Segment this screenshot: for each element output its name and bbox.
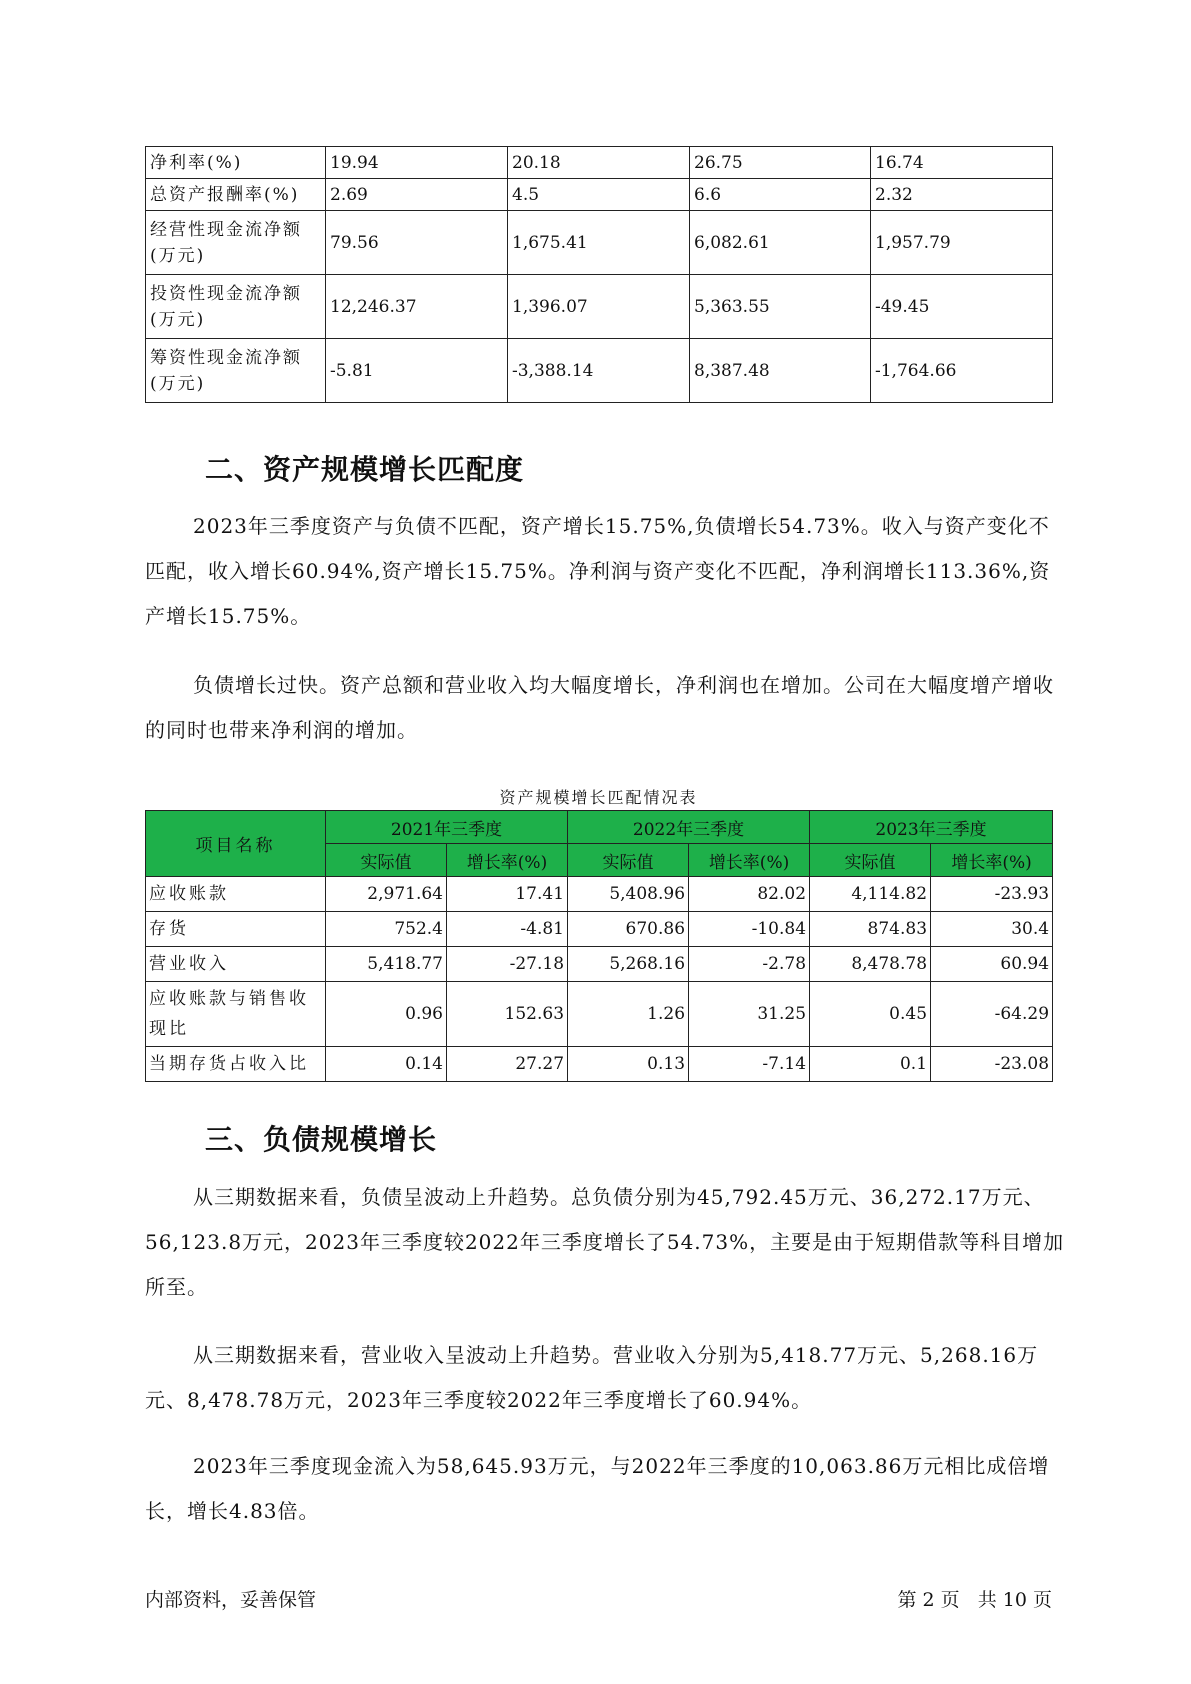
row-label: 投资性现金流净额(万元): [146, 275, 326, 339]
table-cell: 31.25: [689, 982, 810, 1047]
paragraph: 从三期数据来看，营业收入呈波动上升趋势。营业收入分别为5,418.77万元、5,268.16万元、8,478.78万元，2023年三季度较2022年三季度增长了60.94%。: [145, 1343, 1039, 1412]
paragraph: 负债增长过快。资产总额和营业收入均大幅度增长，净利润也在增加。公司在大幅度增产增收的同时也带来净利润的增加。: [145, 673, 1054, 742]
row-label: 应收账款: [146, 877, 326, 912]
table-row: [146, 1047, 1053, 1082]
table-cell: -3,388.14: [508, 339, 690, 403]
table-caption: 资产规模增长匹配情况表: [499, 788, 698, 807]
table-row: [146, 179, 1053, 211]
table-cell: 1,957.79: [871, 211, 1053, 275]
column-header: 实际值: [568, 844, 689, 877]
paragraph: 2023年三季度资产与负债不匹配，资产增长15.75%,负债增长54.73%。收入与资产变化不匹配，收入增长60.94%,资产增长15.75%。净利润与资产变化不匹配，净利润增长113.36%,资产增长15.75%。: [145, 514, 1051, 628]
table-cell: 0.45: [810, 982, 931, 1047]
table-cell: 20.18: [508, 147, 690, 179]
paragraph: 2023年三季度现金流入为58,645.93万元，与2022年三季度的10,063.86万元相比成倍增长，增长4.83倍。: [145, 1454, 1050, 1523]
table-cell: 6.6: [690, 179, 871, 211]
table-row: [146, 147, 1053, 179]
table-cell: 0.13: [568, 1047, 689, 1082]
table-cell: -1,764.66: [871, 339, 1053, 403]
row-label: 总资产报酬率(%): [146, 179, 326, 211]
table-cell: 8,387.48: [690, 339, 871, 403]
column-header: 2021年三季度: [326, 811, 568, 844]
table-cell: 2,971.64: [326, 877, 447, 912]
table-cell: 1,396.07: [508, 275, 690, 339]
table-cell: 0.1: [810, 1047, 931, 1082]
asset-growth-table: [145, 810, 1053, 1082]
table-row: [146, 877, 1053, 912]
table-cell: 5,408.96: [568, 877, 689, 912]
table-cell: -23.08: [931, 1047, 1053, 1082]
footer-confidential-note: 内部资料，妥善保管: [145, 1589, 317, 1611]
table-cell: 19.94: [326, 147, 508, 179]
table-cell: 0.14: [326, 1047, 447, 1082]
table-cell: 82.02: [689, 877, 810, 912]
table-cell: 60.94: [931, 947, 1053, 982]
section-heading-asset-growth: 二、资产规模增长匹配度: [205, 453, 525, 486]
row-label: 筹资性现金流净额(万元): [146, 339, 326, 403]
table-cell: -23.93: [931, 877, 1053, 912]
table-cell: 4.5: [508, 179, 690, 211]
table-cell: -10.84: [689, 912, 810, 947]
table-cell: 152.63: [447, 982, 568, 1047]
table-cell: 17.41: [447, 877, 568, 912]
table-cell: 1.26: [568, 982, 689, 1047]
row-label: 应收账款与销售收现比: [146, 982, 326, 1047]
table-cell: 2.69: [326, 179, 508, 211]
section-heading-liability-growth: 三、负债规模增长: [205, 1123, 438, 1156]
table-row: [146, 339, 1053, 403]
table-cell: 5,418.77: [326, 947, 447, 982]
row-label: 当期存货占收入比: [146, 1047, 326, 1082]
table-cell: 26.75: [690, 147, 871, 179]
table-cell: 0.96: [326, 982, 447, 1047]
footer-page-number: 第 2 页 共 10 页: [897, 1589, 1052, 1611]
column-header: 实际值: [810, 844, 931, 877]
table-row: [146, 947, 1053, 982]
table-cell: 5,268.16: [568, 947, 689, 982]
table-cell: 30.4: [931, 912, 1053, 947]
column-header: 2022年三季度: [568, 811, 810, 844]
table-cell: -7.14: [689, 1047, 810, 1082]
table-cell: 670.86: [568, 912, 689, 947]
row-label: 存货: [146, 912, 326, 947]
table-cell: 6,082.61: [690, 211, 871, 275]
table-row: [146, 211, 1053, 275]
table-cell: -49.45: [871, 275, 1053, 339]
table-cell: 5,363.55: [690, 275, 871, 339]
table-cell: 2.32: [871, 179, 1053, 211]
column-header: 增长率(%): [447, 844, 568, 877]
column-header: 增长率(%): [689, 844, 810, 877]
table-cell: -4.81: [447, 912, 568, 947]
table-cell: 874.83: [810, 912, 931, 947]
table-row: [146, 982, 1053, 1047]
table-cell: -2.78: [689, 947, 810, 982]
table-cell: 752.4: [326, 912, 447, 947]
row-label: 营业收入: [146, 947, 326, 982]
table-cell: 12,246.37: [326, 275, 508, 339]
table-cell: 79.56: [326, 211, 508, 275]
table-cell: 4,114.82: [810, 877, 931, 912]
column-header: 增长率(%): [931, 844, 1053, 877]
table-row: [146, 275, 1053, 339]
table-cell: -5.81: [326, 339, 508, 403]
table-cell: -27.18: [447, 947, 568, 982]
table-cell: 27.27: [447, 1047, 568, 1082]
column-header: 实际值: [326, 844, 447, 877]
table-cell: 16.74: [871, 147, 1053, 179]
table-cell: 1,675.41: [508, 211, 690, 275]
column-header: 项目名称: [146, 811, 326, 877]
row-label: 净利率(%): [146, 147, 326, 179]
column-header: 2023年三季度: [810, 811, 1053, 844]
table-header-row: [146, 811, 1053, 844]
financial-metrics-table: [145, 146, 1053, 403]
table-cell: -64.29: [931, 982, 1053, 1047]
paragraph: 从三期数据来看，负债呈波动上升趋势。总负债分别为45,792.45万元、36,272.17万元、56,123.8万元，2023年三季度较2022年三季度增长了54.73%，主要是由于短期借款等科目增加所至。: [145, 1185, 1065, 1299]
row-label: 经营性现金流净额(万元): [146, 211, 326, 275]
table-row: [146, 912, 1053, 947]
table-cell: 8,478.78: [810, 947, 931, 982]
